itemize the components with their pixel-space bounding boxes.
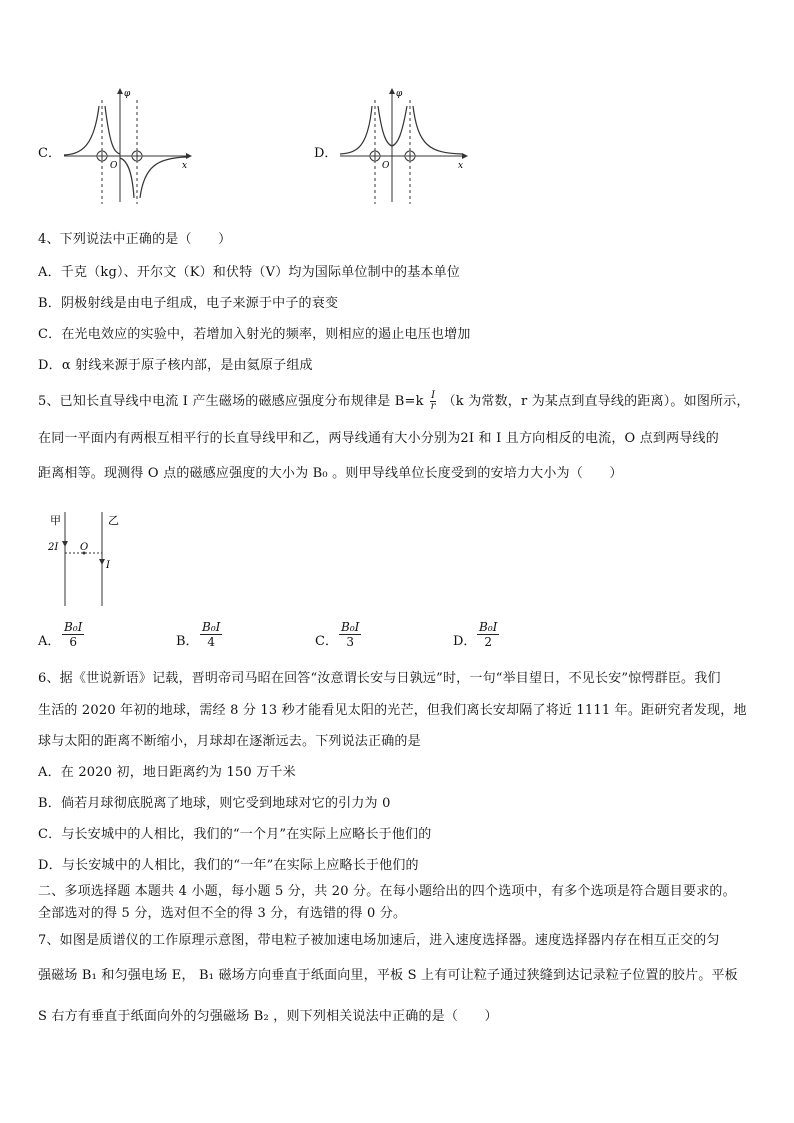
q5-stem-1a: 5、已知长直导线中电流 I 产生磁场的磁感应强度分布规律是 B=k [38,394,424,409]
q5-option-d-label: D． [453,634,477,649]
q5-stem-line-1 [38,390,750,412]
current-i-label: I [106,560,110,571]
q7-stem-line-1: 7、如图是质谱仪的工作原理示意图，带电粒子被加速电场加速后，进入速度选择器。速度选择器内存在相互正交的匀 [38,933,720,948]
q7-stem-line-2: 强磁场 B₁ 和匀强电场 E， B₁ 磁场方向垂直于纸面向里，平板 S 上有可让粒子通过狭缝到达记录粒子位置的胶片。平板 [38,968,738,983]
section-2-heading-line-2: 全部选对的得 5 分，选对但不全的得 3 分，有选错的得 0 分。 [38,906,407,921]
graph-x-label: x [458,161,464,171]
wire-yi-label: 乙 [108,514,119,527]
q4-stem: 4、下列说法中正确的是（ ） [38,232,232,247]
graph-phi-label: φ [396,89,403,99]
q5-option-a-label: A． [38,634,61,649]
q7-stem-line-3: S 右方有垂直于纸面向外的匀强磁场 B₂ ，则下列相关说法中正确的是（ ） [38,1009,498,1024]
option-c-graph [62,86,192,206]
q5-stem-1b: （k 为常数，r 为某点到直导线的距离）。如图所示， [442,394,750,409]
q5-formula-fraction: $\frac{I}{r}$ [430,390,436,412]
q4-option-d: D．α 射线来源于原子核内部，是由氦原子组成 [38,358,313,373]
q4-option-c: C．在光电效应的实验中，若增加入射光的频率，则相应的遏止电压也增加 [38,327,471,342]
graph-phi-label: φ [124,89,131,99]
graph-origin-label: O [110,161,118,171]
q5-option-b-label: B． [176,634,199,649]
wire-jia-label: 甲 [50,514,61,527]
q5-stem-line-3: 距离相等。现测得 O 点的磁感应强度的大小为 B₀ 。则甲导线单位长度受到的安培力大小为（ ） [38,466,623,481]
point-o-label: O [80,542,89,553]
q5-option-a-fraction: $\frac{\text{B₀I}}{6}$ [64,620,83,649]
graph-origin-label: O [382,161,390,171]
q4-option-b: B．阴极射线是由电子组成，电子来源于中子的衰变 [38,296,339,311]
q5-stem-line-2: 在同一平面内有两根互相平行的长直导线甲和乙，两导线通有大小分别为2I 和 I 且方向相反的电流，O 点到两导线的 [38,431,719,446]
q5-option-b-fraction: $\frac{\text{B₀I}}{4}$ [202,620,221,649]
option-c-label: C． [38,146,61,161]
q5-option-c-fraction: $\frac{\text{B₀I}}{3}$ [341,620,360,649]
option-d-graph [338,86,468,206]
q6-stem-line-2: 生活的 2020 年初的地球，需经 8 分 13 秒才能看见太阳的光芒，但我们离长安却隔了将近 1111 年。距研究者发现，地 [38,703,747,718]
current-2i-label: 2I [48,542,59,553]
q6-stem-line-1: 6、据《世说新语》记载，晋明帝司马昭在回答“汝意谓长安与日孰远”时，一句“举目望日，不见长安”惊愕群臣。我们 [38,671,721,686]
q6-option-c: C．与长安城中的人相比，我们的“一个月”在实际上应略长于他们的 [38,827,432,842]
q5-option-c-label: C． [315,634,338,649]
q6-stem-line-3: 球与太阳的距离不断缩小，月球却在逐渐远去。下列说法正确的是 [38,734,421,749]
q6-option-d: D．与长安城中的人相比，我们的“一年”在实际上应略长于他们的 [38,858,419,873]
q6-option-a: A．在 2020 初，地日距离约为 150 万千米 [38,765,296,780]
q6-option-b: B．倘若月球彻底脱离了地球，则它受到地球对它的引力为 0 [38,796,391,811]
option-d-label: D． [314,146,338,161]
q5-wire-figure [44,508,134,608]
section-2-heading-line-1: 二、多项选择题 本题共 4 小题，每小题 5 分，共 20 分。在每小题给出的四个选项中，有多个选项是符合题目要求的。 [38,884,736,899]
q5-option-d-fraction: $\frac{\text{B₀I}}{2}$ [479,620,498,649]
q4-option-a: A．千克（kg）、开尔文（K）和伏特（V）均为国际单位制中的基本单位 [38,265,460,280]
graph-x-label: x [182,161,188,171]
